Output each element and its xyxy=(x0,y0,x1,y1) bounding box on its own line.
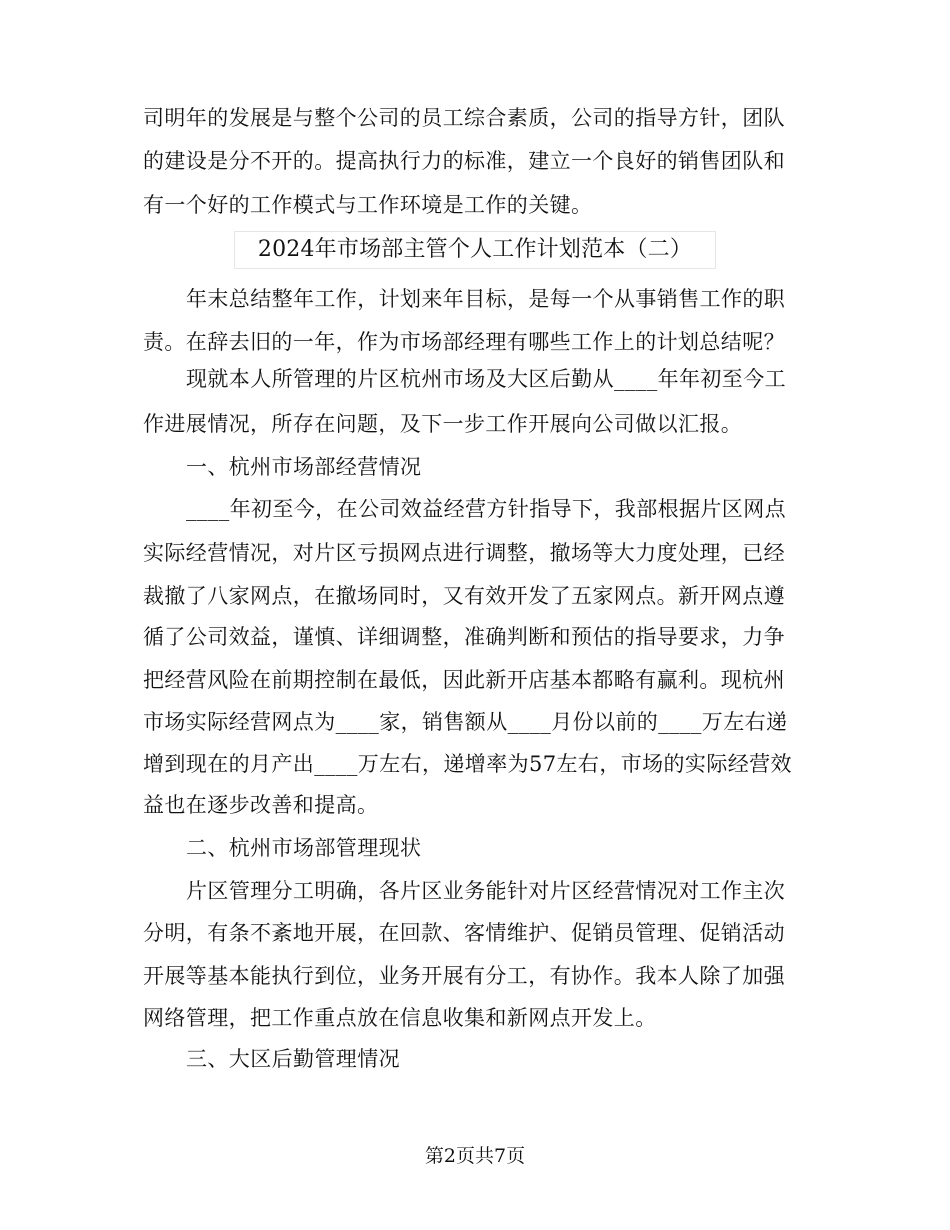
body-line-19: 分明，有条不紊地开展，在回款、客情维护、促销员管理、促销活动 xyxy=(143,921,785,945)
body-line-13: 把经营风险在前期控制在最低，因此新开店基本都略有赢利。现杭州 xyxy=(143,668,785,692)
body-line-6: 现就本人所管理的片区杭州市场及大区后勤从____年年初至今工 xyxy=(186,367,786,391)
body-line-10: 实际经营情况，对片区亏损网点进行调整，撤场等大力度处理，已经 xyxy=(143,541,785,565)
body-line-11: 裁撤了八家网点，在撤场同时，又有效开发了五家网点。新开网点遵 xyxy=(143,584,785,608)
body-line-12: 循了公司效益，谨慎、详细调整，准确判断和预估的指导要求，力争 xyxy=(143,625,785,649)
body-line-2: 的建设是分不开的。提高执行力的标准，建立一个良好的销售团队和 xyxy=(143,149,785,173)
body-line-3: 有一个好的工作模式与工作环境是工作的关键。 xyxy=(143,193,593,217)
body-line-21: 网络管理，把工作重点放在信息收集和新网点开发上。 xyxy=(143,1006,657,1030)
body-line-18: 片区管理分工明确，各片区业务能针对片区经营情况对工作主次 xyxy=(186,879,786,903)
heading-hangzhou-management: 二、杭州市场部管理现状 xyxy=(186,836,422,860)
body-line-14: 市场实际经营网点为____家，销售额从____月份以前的____万左右递 xyxy=(143,710,788,734)
page-footer: 第2页共7页 xyxy=(424,1145,526,1167)
body-line-9: ____年初至今，在公司效益经营方针指导下，我部根据片区网点 xyxy=(186,497,786,521)
body-line-15: 增到现在的月产出____万左右，递增率为57左右，市场的实际经营效 xyxy=(143,752,792,776)
body-line-20: 开展等基本能执行到位，业务开展有分工，有协作。我本人除了加强 xyxy=(143,964,785,988)
section-title: 2024年市场部主管个人工作计划范本（二） xyxy=(234,231,716,269)
body-line-16: 益也在逐步改善和提高。 xyxy=(143,793,379,817)
body-line-1: 司明年的发展是与整个公司的员工综合素质，公司的指导方针，团队 xyxy=(143,106,785,130)
heading-hangzhou-operations: 一、杭州市场部经营情况 xyxy=(186,455,422,479)
heading-logistics-management: 三、大区后勤管理情况 xyxy=(186,1047,400,1071)
body-line-5: 责。在辞去旧的一年，作为市场部经理有哪些工作上的计划总结呢？ xyxy=(143,330,785,354)
body-line-4: 年末总结整年工作，计划来年目标，是每一个从事销售工作的职 xyxy=(186,287,786,311)
body-line-7: 作进展情况，所存在问题，及下一步工作开展向公司做以汇报。 xyxy=(143,412,743,436)
